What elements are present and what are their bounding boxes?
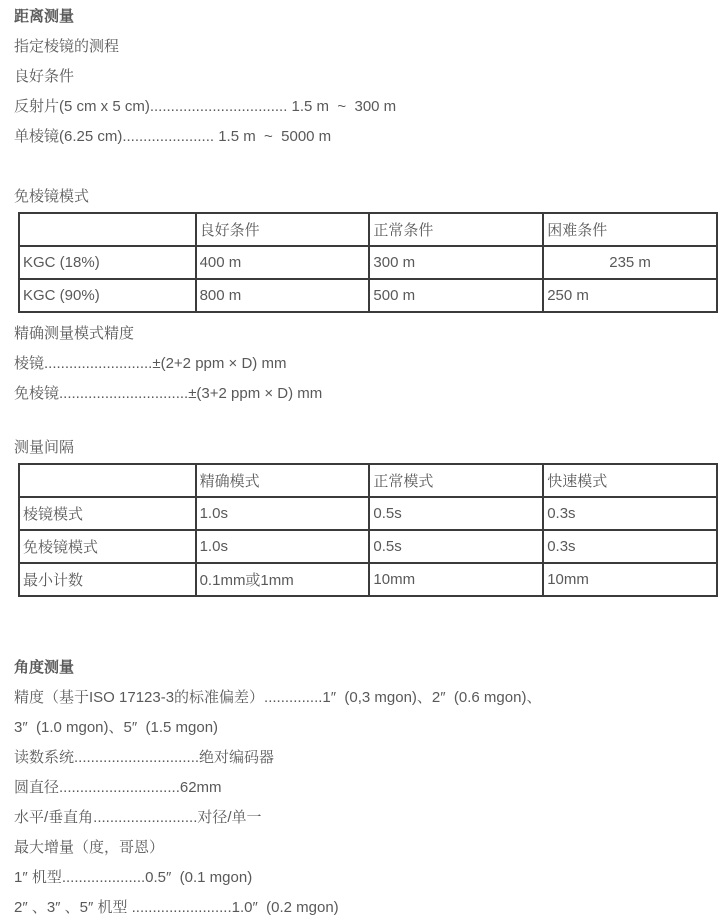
reflective-sheet-range-line: 反射片(5 cm x 5 cm)................................. 1.5 m ~ 300 m: [14, 98, 397, 115]
range-table-cell: 300 m: [369, 246, 543, 279]
interval-table-header-cell: [19, 464, 196, 497]
range-table-cell: 500 m: [369, 279, 543, 312]
measurement-interval-label: 测量间隔: [14, 439, 75, 456]
range-table-cell: 235 m: [543, 246, 717, 279]
angle-accuracy-line-2: 3″ (1.0 mgon)、5″ (1.5 mgon): [14, 719, 219, 736]
interval-table-cell: 10mm: [543, 563, 717, 596]
angle-section-heading: 角度测量: [14, 659, 75, 676]
reading-system-line: 读数系统..............................绝对编码器: [14, 749, 275, 766]
interval-table-row-prism: [19, 497, 717, 530]
range-table-cell: 800 m: [196, 279, 370, 312]
reflectorless-accuracy-line: 免棱镜...............................±(3+2 ppm × D) mm: [14, 385, 323, 402]
reflectorless-mode-label: 免棱镜模式: [14, 188, 90, 205]
interval-table-cell: 最小计数: [19, 563, 196, 596]
model-1sec-line: 1″ 机型....................0.5″ (0.1 mgon): [14, 869, 253, 886]
interval-table-cell: 1.0s: [196, 530, 370, 563]
interval-table-cell: 0.5s: [369, 530, 543, 563]
range-table-row-kgc18: [19, 246, 717, 279]
interval-table-header-cell: 快速模式: [543, 464, 717, 497]
interval-table-cell: 0.5s: [369, 497, 543, 530]
interval-table-cell: 0.3s: [543, 497, 717, 530]
circle-diameter-line: 圆直径.............................62mm: [14, 779, 222, 796]
interval-table-cell: 0.1mm或1mm: [196, 563, 370, 596]
interval-table-cell: 0.3s: [543, 530, 717, 563]
spacer: [14, 152, 718, 182]
range-table-cell: 400 m: [196, 246, 370, 279]
range-table-header-cell: 正常条件: [369, 213, 543, 246]
model-235sec-line: 2″ 、3″ 、5″ 机型 ........................1.0″ (0.2 mgon): [14, 899, 339, 916]
range-table-header-cell: [19, 213, 196, 246]
reflectorless-range-table: [18, 212, 718, 313]
measurement-interval-table: [18, 463, 718, 597]
good-conditions-line: 良好条件: [14, 68, 75, 85]
interval-table-row-least-count: [19, 563, 717, 596]
range-table-header-row: [19, 213, 717, 246]
max-increment-label-line: 最大增量（度，哥恩）: [14, 839, 165, 856]
interval-table-header-row: [19, 464, 717, 497]
range-table-cell: KGC (18%): [19, 246, 196, 279]
distance-section-heading: 距离测量: [14, 8, 75, 25]
prism-accuracy-line: 棱镜..........................±(2+2 ppm × D) mm: [14, 355, 287, 372]
interval-table-cell: 免棱镜模式: [19, 530, 196, 563]
horizontal-vertical-angle-line: 水平/垂直角.........................对径/单一: [14, 809, 262, 826]
range-table-header-cell: 良好条件: [196, 213, 370, 246]
interval-table-header-cell: 精确模式: [196, 464, 370, 497]
range-table-header-cell: 困难条件: [543, 213, 717, 246]
spacer: [14, 597, 718, 653]
spacer: [14, 409, 718, 433]
interval-table-cell: 棱镜模式: [19, 497, 196, 530]
range-table-cell: 250 m: [543, 279, 717, 312]
single-prism-range-line: 单棱镜(6.25 cm)...................... 1.5 m ~ 5000 m: [14, 128, 332, 145]
interval-table-row-reflectorless: [19, 530, 717, 563]
range-table-row-kgc90: [19, 279, 717, 312]
fine-mode-accuracy-label: 精确测量模式精度: [14, 325, 135, 342]
range-table-cell: KGC (90%): [19, 279, 196, 312]
interval-table-cell: 10mm: [369, 563, 543, 596]
interval-table-cell: 1.0s: [196, 497, 370, 530]
angle-accuracy-line-1: 精度（基于ISO 17123-3的标准偏差）..............1″ (0,3 mgon)、2″ (0.6 mgon)、: [14, 689, 542, 706]
interval-table-header-cell: 正常模式: [369, 464, 543, 497]
prism-range-title-line: 指定棱镜的测程: [14, 38, 120, 55]
